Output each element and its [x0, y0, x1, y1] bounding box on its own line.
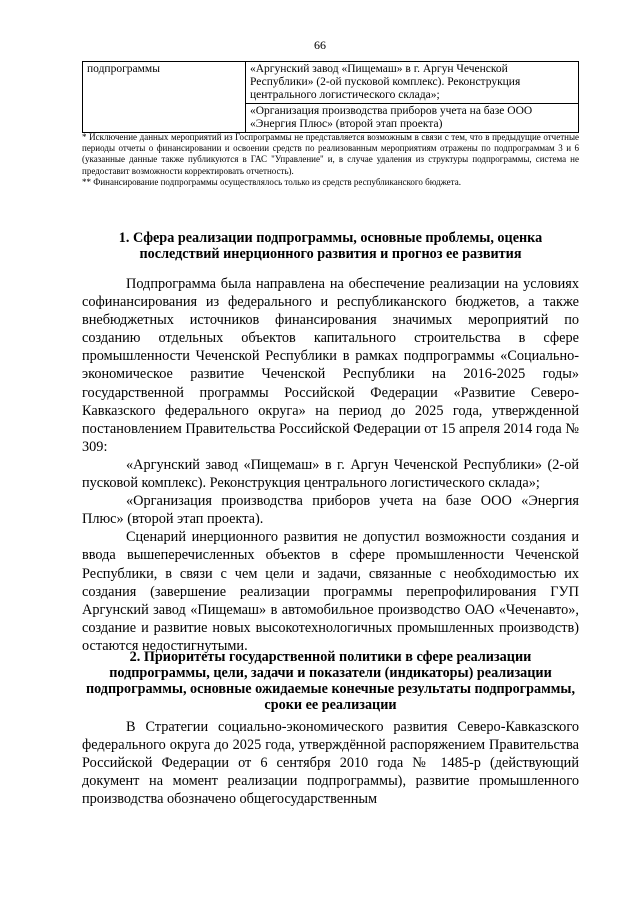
- section-1-heading: 1. Сфера реализации подпрограммы, основные проблемы, оценка последствий инерционного развития и прогноз ее развития: [118, 230, 543, 262]
- section-1-paragraph-2: «Аргунский завод «Пищемаш» в г. Аргун Чеченской Республики» (2-ой пусковой комплекс). Реконструкция центрального логистического склада»;: [82, 456, 579, 492]
- section-2-paragraph-1: В Стратегии социально-экономического развития Северо-Кавказского федерального округа до 2025 года, утверждённой распоряжением Правительства Российской Федерации от 6 сентября 2010 года № 1485-р (действующий документ на момент реализации подпрограммы), развитие промышленного производства обозначено общегосударственным: [82, 719, 579, 808]
- section-1-paragraph-4: Сценарий инерционного развития не допустил возможности создания и ввода вышеперечисленных объектов в сфере промышленности Чеченской Республики, в связи с чем цели и задачи, связанные с необходимостью их создания (завершение реализации программы перепрофилирования ГУП Аргунский завод «Пищемаш» в автомобильное производство ОАО «Чеченавто», создание и развитие новых высокотехнологичных промышленных производств) остаются недостигнутыми.: [82, 529, 579, 654]
- table-label-cell: подпрограммы: [83, 62, 246, 133]
- table-row: [83, 62, 579, 104]
- footnote-2: ** Финансирование подпрограммы осуществлялось только из средств республиканского бюджета.: [82, 176, 461, 187]
- section-1-paragraph-1: Подпрограмма была направлена на обеспечение реализации на условиях софинансирования из федерального и республиканского бюджетов, а также внебюджетных источников финансирования значимых мероприятий по созданию отдельных объектов капитального строительства в сфере промышленности Чеченской Республики в рамках подпрограммы «Социально-экономическое развитие Чеченской Республики на 2016-2025 годы» государственной программы Российской Федерации «Развитие Северо-Кавказского федерального округа» на период до 2025 года, утвержденной постановлением Правительства Российской Федерации от 15 апреля 2014 года № 309:: [82, 276, 579, 455]
- section-1-body: [82, 275, 579, 655]
- section-2-body: [82, 718, 579, 808]
- table-cell-item-1: «Аргунский завод «Пищемаш» в г. Аргун Чеченской Республики» (2-ой пусковой комплекс). Реконструкция центрального логистического склада»;: [246, 62, 579, 104]
- table-cell-item-2: «Организация производства приборов учета на базе ООО «Энергия Плюс» (второй этап проекта): [246, 104, 579, 133]
- section-2-heading: 2. Приоритеты государственной политики в сфере реализации подпрограммы, цели, задачи и показатели (индикаторы) реализации подпрограммы, основные ожидаемые конечные результаты подпрограммы, сроки ее реализации: [85, 649, 576, 713]
- subprogram-table: [82, 61, 579, 133]
- footnote-1: * Исключение данных мероприятий из Госпрограммы не представляется возможным в связи с тем, что в предыдущие отчетные периоды отчеты о финансировании и освоении средств по реализованным мероприятиям отражены по подпрограммам 3 и 6 (указанные данные также публикуются в ГАС "Управление" и, в случае удаления из структуры подпрограммы, система не предоставит возможности корректировать отчетность).: [82, 132, 579, 176]
- footnotes: [82, 132, 579, 188]
- page-number: 66: [314, 38, 326, 52]
- section-1-paragraph-3: «Организация производства приборов учета на базе ООО «Энергия Плюс» (второй этап проекта).: [82, 493, 579, 528]
